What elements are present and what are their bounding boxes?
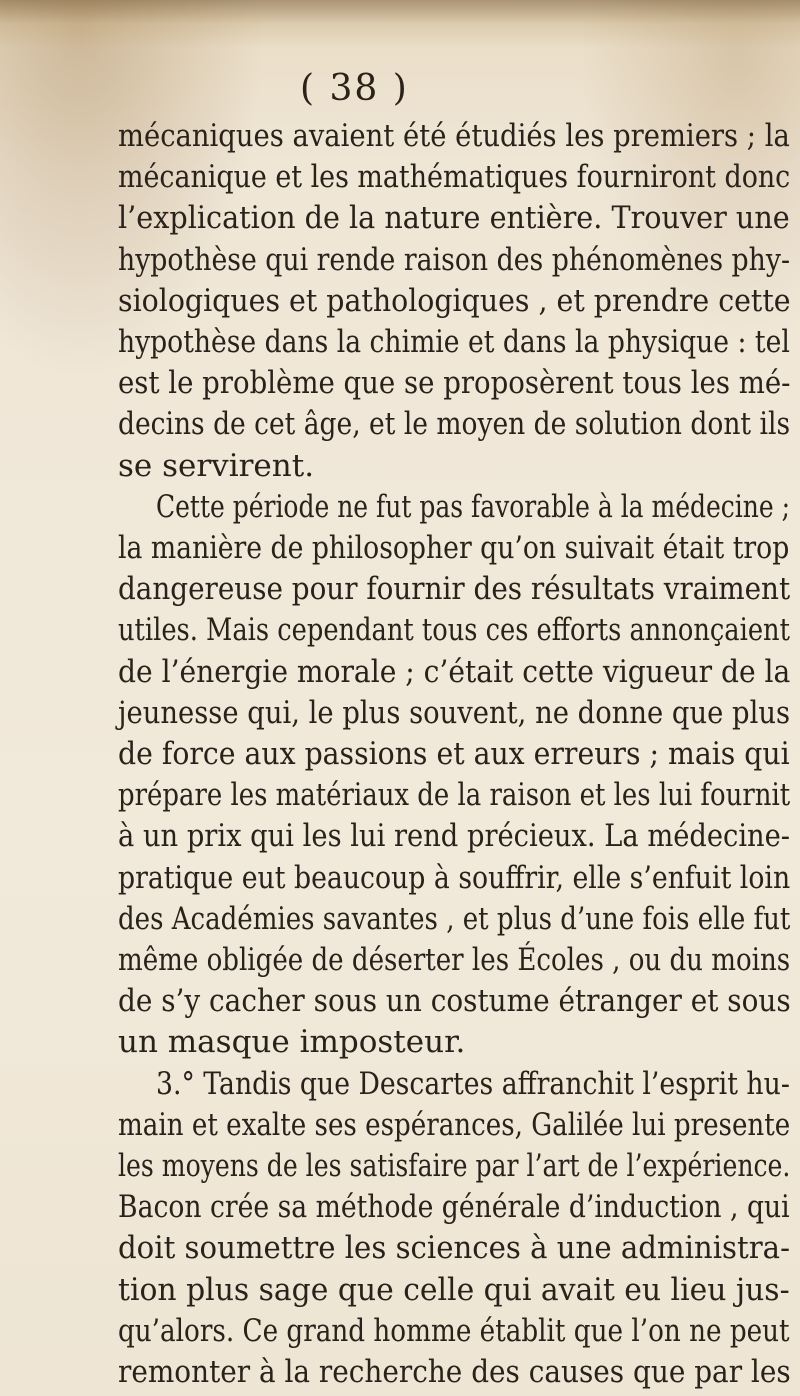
text-line: un masque imposteur. bbox=[118, 1024, 466, 1060]
text-line: siologiques et pathologiques , et prendre cette bbox=[118, 283, 791, 319]
text-line: prépare les matériaux de la raison et les lui fournit bbox=[118, 777, 791, 813]
text-line: des Académies savantes , et plus d’une fois elle fut bbox=[118, 901, 791, 937]
text-line: les moyens de les satisfaire par l’art de l’expérience. bbox=[118, 1148, 791, 1184]
text-line: Cette période ne fut pas favorable à la médecine ; bbox=[156, 489, 791, 525]
text-line: pratique eut beaucoup à souffrir, elle s’enfuit loin bbox=[118, 860, 791, 896]
text-line: hypothèse dans la chimie et dans la physique : tel bbox=[118, 324, 790, 360]
text-line: utiles. Mais cependant tous ces efforts annonçaient bbox=[118, 612, 790, 648]
text-line: se servirent. bbox=[118, 448, 315, 484]
text-line: 3.° Tandis que Descartes affranchit l’esprit hu- bbox=[156, 1066, 790, 1102]
text-line: la manière de philosopher qu’on suivait était trop bbox=[118, 530, 790, 566]
page-number: ( 38 ) bbox=[300, 68, 409, 109]
text-line: main et exalte ses espérances, Galilée lui presente bbox=[118, 1107, 791, 1143]
text-line: Bacon crée sa méthode générale d’induction , qui bbox=[118, 1189, 790, 1225]
text-line: dangereuse pour fournir des résultats vraiment bbox=[118, 571, 791, 607]
text-line: jeunesse qui, le plus souvent, ne donne que plus bbox=[118, 695, 791, 731]
text-line: même obligée de déserter les Écoles , ou du moins bbox=[118, 942, 791, 978]
text-line: tion plus sage que celle qui avait eu lieu jus- bbox=[118, 1272, 790, 1308]
text-line: doit soumettre les sciences à une administra- bbox=[118, 1230, 790, 1266]
text-line: l’explication de la nature entière. Trouver une bbox=[118, 200, 790, 236]
text-line: mécanique et les mathématiques fourniront donc bbox=[118, 159, 791, 195]
text-line: hypothèse qui rende raison des phénomènes phy- bbox=[118, 242, 790, 278]
text-line: à un prix qui les lui rend précieux. La médecine- bbox=[118, 818, 791, 854]
text-line: qu’alors. Ce grand homme établit que l’on ne peut bbox=[118, 1313, 790, 1349]
text-line: decins de cet âge, et le moyen de solution dont ils bbox=[118, 406, 791, 442]
text-line: de s’y cacher sous un costume étranger et sous bbox=[118, 983, 791, 1019]
text-line: de force aux passions et aux erreurs ; mais qui bbox=[118, 736, 790, 772]
text-line: remonter à la recherche des causes que par les bbox=[118, 1354, 791, 1390]
text-line: mécaniques avaient été étudiés les premiers ; la bbox=[118, 118, 790, 154]
text-line: est le problème que se proposèrent tous les mé- bbox=[118, 365, 791, 401]
text-line: de l’énergie morale ; c’était cette vigueur de la bbox=[118, 654, 791, 690]
